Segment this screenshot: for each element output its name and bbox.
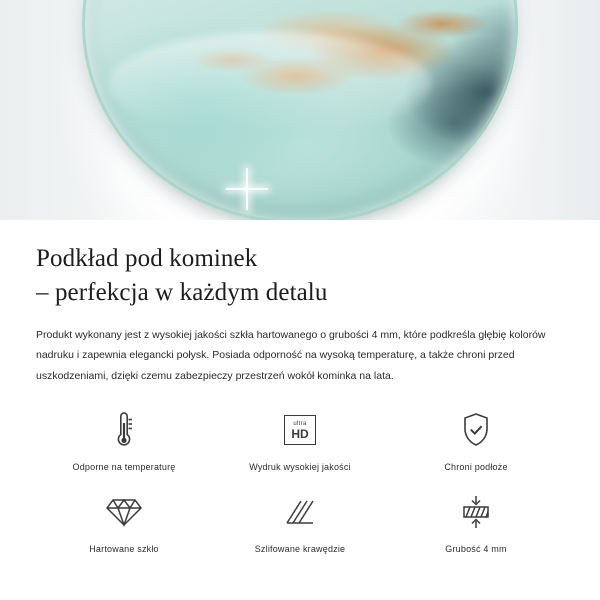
ultra-hd-badge-top: ultra — [293, 420, 307, 427]
feature-item-surface-protection — [388, 408, 564, 472]
feature-caption: Grubość 4 mm — [445, 544, 507, 555]
shield-check-icon — [460, 408, 492, 452]
hero-image — [0, 0, 600, 220]
feature-item-print-quality — [212, 408, 388, 472]
feature-caption: Wydruk wysokiej jakości — [249, 462, 351, 473]
feature-item-thickness — [388, 490, 564, 554]
feature-caption: Szlifowane krawędzie — [254, 544, 346, 555]
feature-item-tempered-glass — [36, 490, 212, 554]
page-title-line-2: – perfekcja w każdym detalu — [36, 278, 328, 306]
feature-grid — [36, 408, 564, 554]
thickness-arrows-icon — [459, 490, 493, 534]
ultra-hd-badge-bottom: HD — [291, 426, 309, 441]
ultra-hd-icon — [284, 408, 316, 452]
page-title — [36, 242, 564, 309]
glass-plate-gloss — [108, 32, 431, 136]
diamond-icon — [106, 490, 142, 534]
feature-caption: Odporne na temperaturę — [72, 462, 176, 473]
thermometer-icon — [113, 408, 135, 452]
feature-caption: Hartowane szkło — [89, 544, 159, 555]
hero-right-shade — [510, 0, 600, 220]
feature-item-polished-edges — [212, 490, 388, 554]
page-title-line-1: Podkład pod kominek — [36, 245, 258, 272]
body-paragraph: Produkt wykonany jest z wysokiej jakości szkła hartowanego o grubości 4 mm, które podkreśla głębię kolorów nadruku i zapewnia elegancki połysk. Posiada odporność na wysoką temperaturę, a także chroni przed uszkodzeniami, dzięki czemu zabezpieczy przestrzeń wokół kominka na lata. — [36, 329, 546, 382]
feature-item-temperature — [36, 408, 212, 472]
content-area — [0, 242, 600, 554]
feature-caption: Chroni podłoże — [444, 462, 508, 473]
polished-edges-icon — [283, 490, 317, 534]
